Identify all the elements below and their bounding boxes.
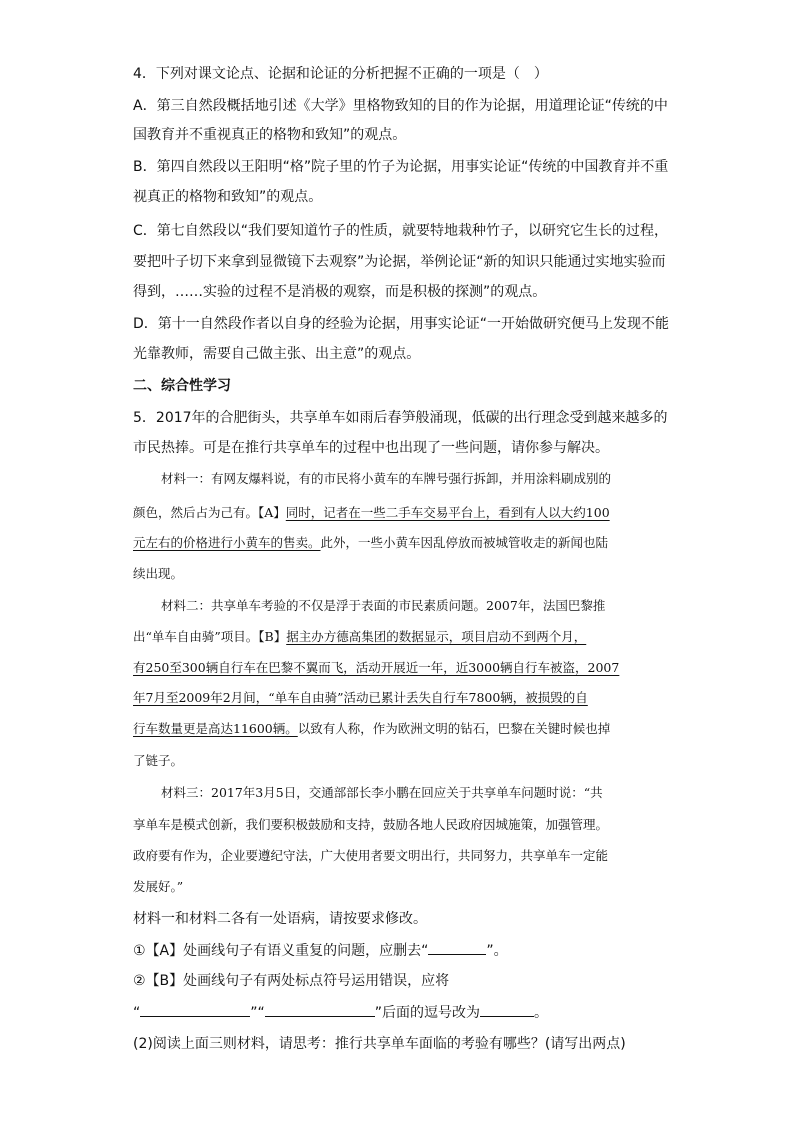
sub1-end: ”。: [486, 943, 508, 959]
section-heading: 二、综合性学习: [133, 378, 231, 394]
q5-intro-line1: 5．2017年的合肥街头，共享单车如雨后春笋般涌现，低碳的出行理念受到越来越多的: [133, 410, 668, 426]
underlined-sentence-b-cont: 有250至300辆自行车在巴黎不翼而飞，活动开展近一年，近3000辆自行车被盗，2007: [133, 660, 620, 675]
material1-text: 颜色，然后占为己有。【A】: [133, 505, 286, 520]
material1-line2: [133, 503, 610, 523]
material3-line4: 发展好。”: [133, 879, 184, 894]
material2-line1: 材料二：共享单车考验的不仅是浮于表面的市民素质问题。2007年，法国巴黎推: [161, 598, 606, 613]
quote-mid: ”“: [250, 1005, 265, 1021]
material2-line5: [133, 719, 610, 739]
answer-blank-1[interactable]: [428, 940, 486, 955]
material1-text: 此外，一些小黄车因乱停放而被城管收走的新闻也陆: [320, 535, 609, 550]
material3-line2: 享单车是模式创新，我们要积极鼓励和支持，鼓励各地人民政府因城施策，加强管理。: [133, 817, 609, 832]
underlined-sentence-b-end: 行车数量更是高达11600辆。: [133, 721, 298, 736]
q5-sub2: ②【B】处画线句子有两处标点符号运用错误，应将: [133, 973, 450, 989]
q4-option-d-line2: 光靠教师，需要自己做主张、出主意”的观点。: [133, 346, 421, 362]
q4-stem: 4．下列对课文论点、论据和论证的分析把握不正确的一项是（ ）: [133, 66, 548, 82]
material1-line3: [133, 533, 608, 553]
answer-blank-3[interactable]: [265, 1002, 375, 1017]
q5-sub2-blanks: [133, 1002, 548, 1023]
underlined-sentence-b: 据主办方德高集团的数据显示，项目启动不到两个月，: [286, 629, 587, 644]
sub2-text: ”后面的逗号改为: [374, 1005, 481, 1021]
quote-open: “: [133, 1005, 141, 1021]
material2-text: 出“单车自由骑”项目。【B】: [133, 629, 287, 644]
q4-option-b-line2: 视真正的格物和致知”的观点。: [133, 189, 323, 205]
material2-line4: [133, 688, 588, 708]
material1-line1: 材料一：有网友爆料说，有的市民将小黄车的车牌号强行拆卸，并用涂料刷成别的: [161, 471, 612, 486]
q5-instruction: 材料一和材料二各有一处语病，请按要求修改。: [133, 911, 427, 927]
q4-option-c-line3: 得到，……实验的过程不是消极的观察，而是积极的探测”的观点。: [133, 284, 547, 300]
material2-text: 以致有人称，作为欧洲文明的钻石，巴黎在关键时候也掉: [297, 721, 611, 736]
q4-option-c-line1: C．第七自然段以“我们要知道竹子的性质，就要特地栽种竹子，以研究它生长的过程，: [133, 223, 669, 239]
sub2-end: 。: [534, 1005, 549, 1021]
underlined-sentence-b-cont2: 年7月至2009年2月间，“单车自由骑”活动已累计丢失自行车7800辆，被损毁的自: [133, 690, 588, 705]
material1-line4: 续出现。: [133, 566, 184, 581]
q4-option-c-line2: 要把叶子切下来拿到显微镜下去观察”为论据，举例论证“新的知识只能通过实地实验而: [133, 254, 666, 270]
material2-line2: [133, 627, 586, 647]
sub1-text: ①【A】处画线句子有语义重复的问题，应删去“: [133, 943, 429, 959]
answer-blank-2[interactable]: [140, 1002, 250, 1017]
q4-option-a-line2: 国教育并不重视真正的格物和致知”的观点。: [133, 127, 407, 143]
q5-part2: (2)阅读上面三则材料，请思考：推行共享单车面临的考验有哪些？(请写出两点): [133, 1036, 626, 1052]
material2-line6: 了链子。: [133, 753, 184, 768]
q4-option-b-line1: B．第四自然段以王阳明“格”院子里的竹子为论据，用事实论证“传统的中国教育并不重: [133, 159, 669, 175]
q4-option-d-line1: D．第十一自然段作者以自身的经验为论据，用事实论证“一开始做研究便马上发现不能: [133, 316, 670, 332]
material2-line3: [133, 658, 619, 678]
material3-line3: 政府要有作为，企业要遵纪守法，广大使用者要文明出行，共同努力，共享单车一定能: [133, 848, 609, 863]
q5-sub1: [133, 940, 508, 961]
answer-blank-4[interactable]: [480, 1002, 534, 1017]
q4-option-a-line1: A．第三自然段概括地引述《大学》里格物致知的目的作为论据，用道理论证“传统的中: [133, 98, 668, 114]
underlined-sentence-a-end: 元左右的价格进行小黄车的售卖。: [133, 535, 321, 550]
q5-intro-line2: 市民热捧。可是在推行共享单车的过程中也出现了一些问题，请你参与解决。: [133, 440, 609, 456]
underlined-sentence-a: 同时，记者在一些二手车交易平台上，看到有人以大约100: [285, 505, 610, 520]
material3-line1: 材料三：2017年3月5日，交通部部长李小鹏在回应关于共享单车问题时说：“共: [161, 785, 603, 800]
